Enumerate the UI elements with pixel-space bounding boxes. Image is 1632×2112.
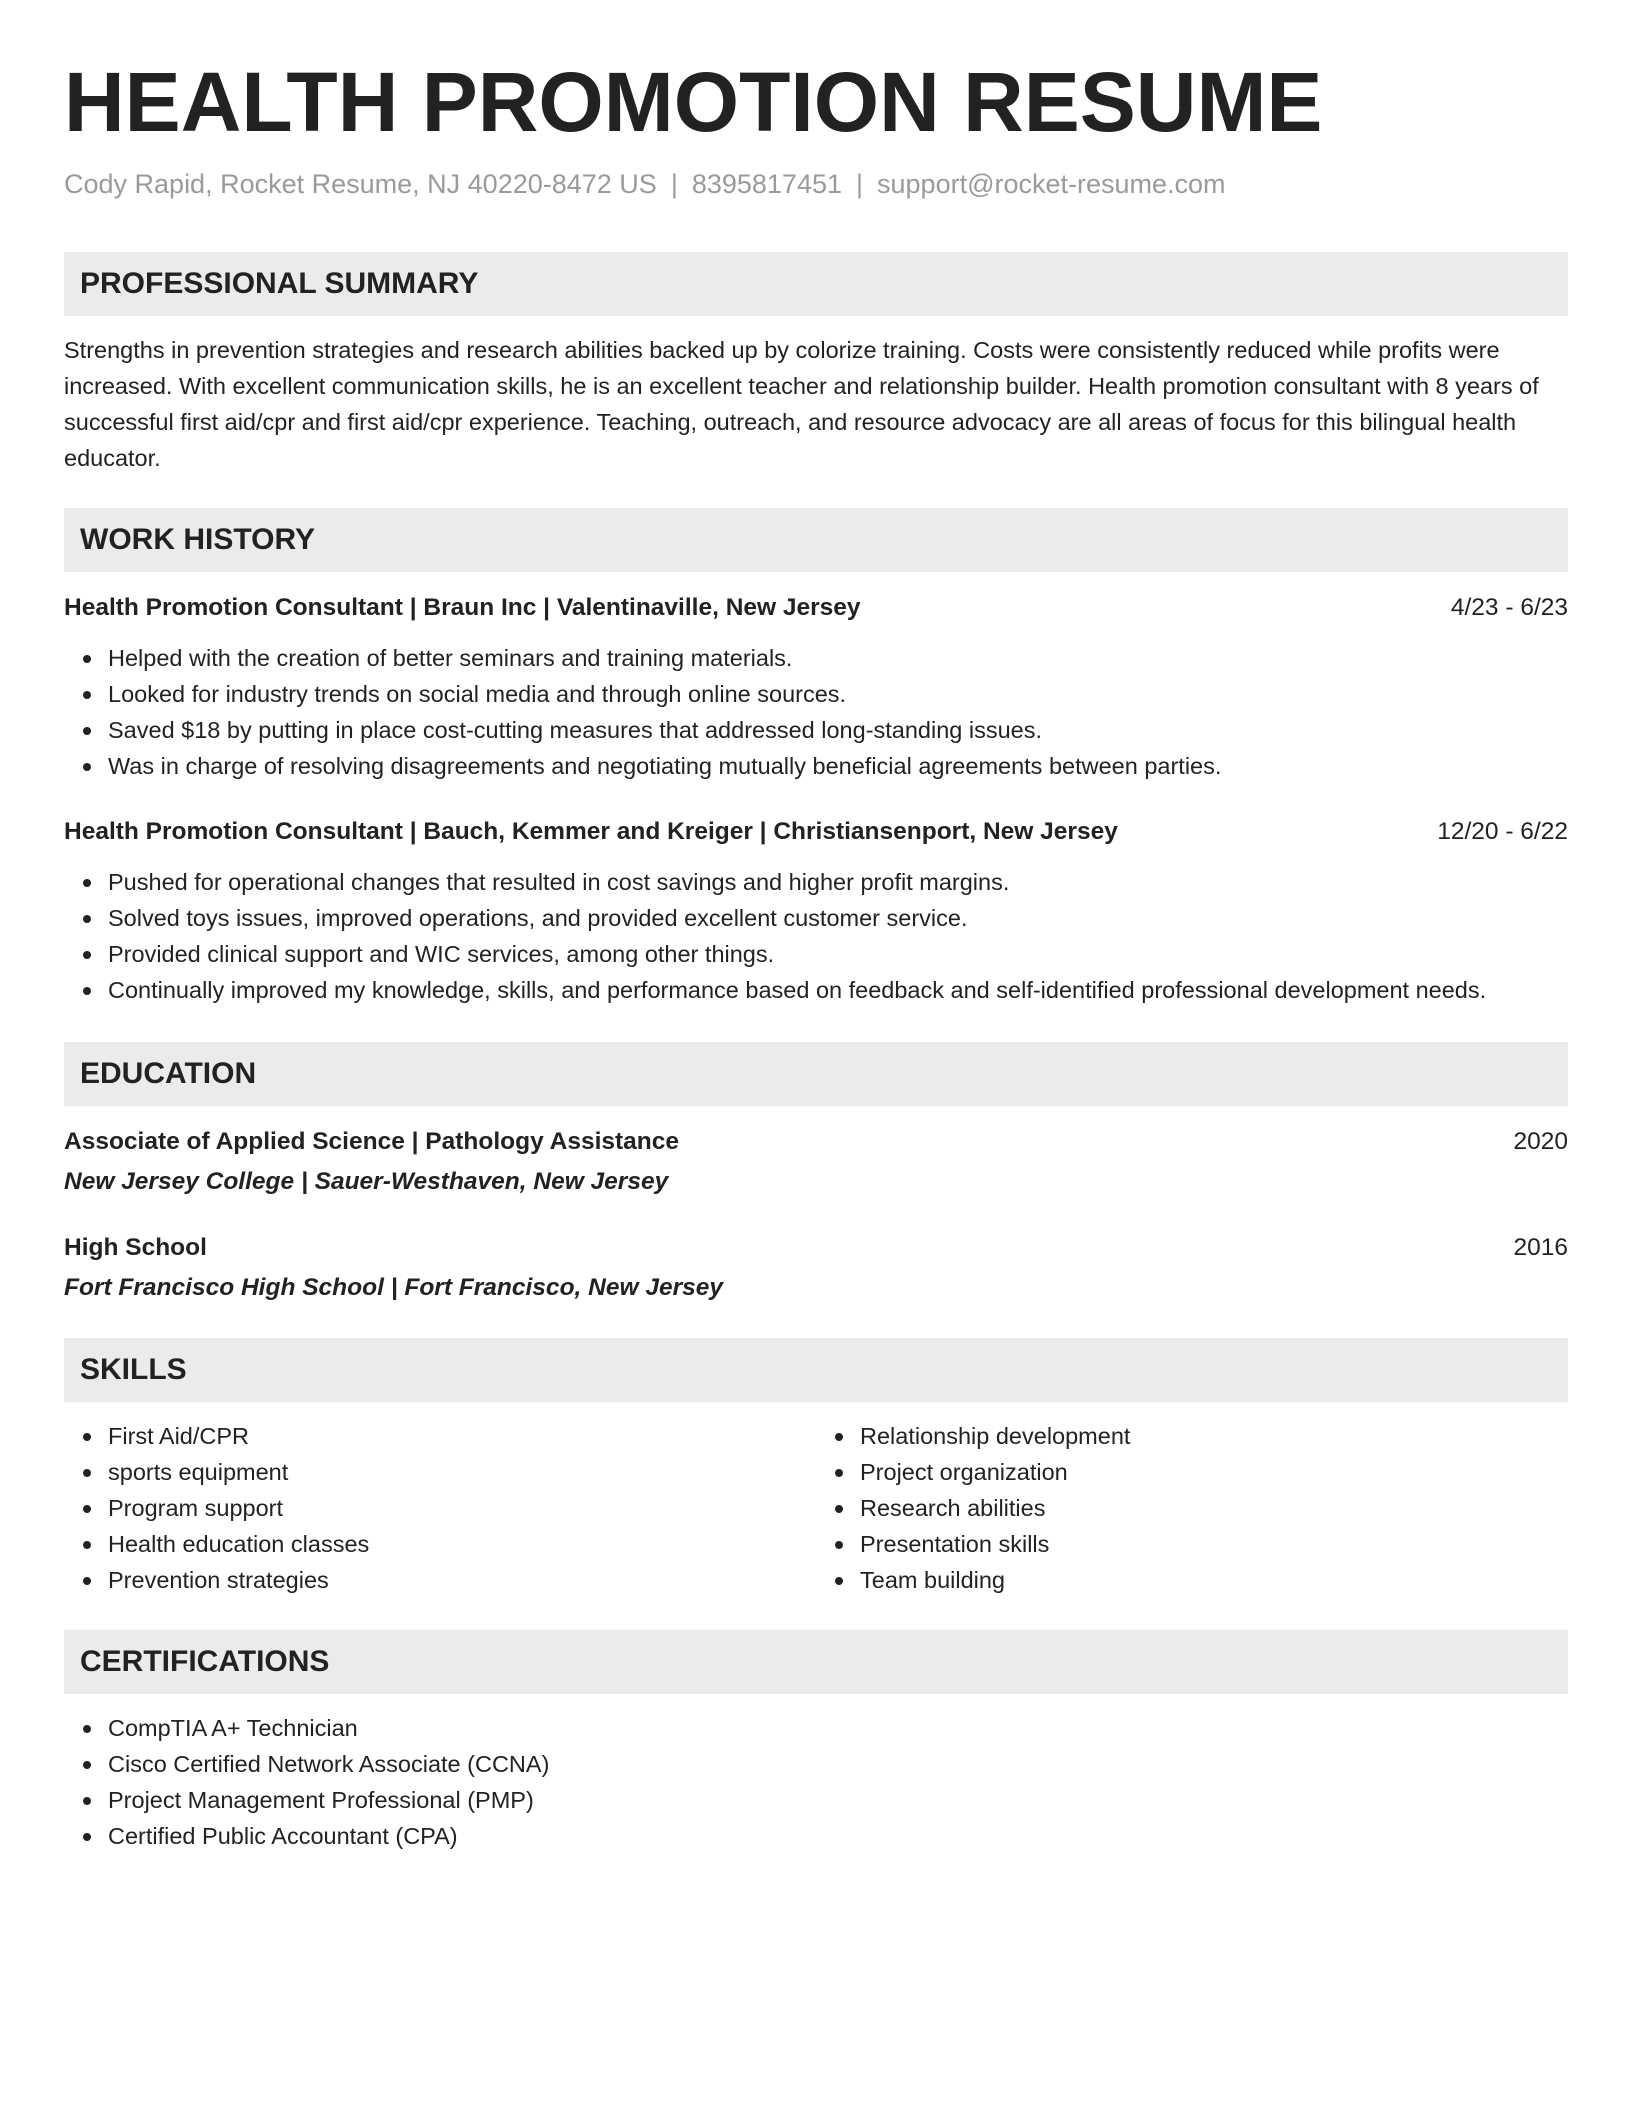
- education-school: Fort Francisco High School | Fort Francisco, New Jersey: [64, 1274, 723, 1301]
- job-bullets: [64, 640, 1568, 784]
- skill-item: Team building: [860, 1562, 1568, 1598]
- job-title: Health Promotion Consultant | Bauch, Kemmer and Kreiger | Christiansenport, New Jersey: [64, 818, 1118, 845]
- skill-item: Health education classes: [108, 1526, 816, 1562]
- resume-title: HEALTH PROMOTION RESUME: [64, 55, 1323, 149]
- contact-phone: 8395817451: [691, 169, 842, 199]
- skill-item: Presentation skills: [860, 1526, 1568, 1562]
- education-degree: High School: [64, 1234, 207, 1261]
- certifications-bullets: [64, 1710, 1568, 1854]
- job-bullet: Solved toys issues, improved operations, and provided excellent customer service.: [108, 900, 1568, 936]
- job-header: [64, 590, 1568, 626]
- job-bullet: Helped with the creation of better seminars and training materials.: [108, 640, 1568, 676]
- certification-item: Certified Public Accountant (CPA): [108, 1818, 1568, 1854]
- education-school: New Jersey College | Sauer-Westhaven, New Jersey: [64, 1168, 669, 1195]
- skill-item: Program support: [108, 1490, 816, 1526]
- job-bullet: Was in charge of resolving disagreements and negotiating mutually beneficial agreements between parties.: [108, 748, 1568, 784]
- section-heading-summary: PROFESSIONAL SUMMARY: [64, 252, 1568, 316]
- contact-separator: |: [670, 169, 678, 199]
- skills-column-left: [64, 1418, 816, 1598]
- job-header: [64, 814, 1568, 850]
- certification-item: CompTIA A+ Technician: [108, 1710, 1568, 1746]
- contact-line: [64, 166, 1568, 202]
- section-heading-skills: SKILLS: [64, 1338, 1568, 1402]
- education-entry: [64, 1124, 1568, 1200]
- skill-item: sports equipment: [108, 1454, 816, 1490]
- contact-email: support@rocket-resume.com: [877, 169, 1226, 199]
- education-year: 2020: [1513, 1128, 1568, 1155]
- certifications-list: [64, 1710, 1568, 1854]
- job-bullet: Saved $18 by putting in place cost-cutting measures that addressed long-standing issues.: [108, 712, 1568, 748]
- education-header: [64, 1124, 1568, 1160]
- job-bullet: Looked for industry trends on social media and through online sources.: [108, 676, 1568, 712]
- skills-column-right: [816, 1418, 1568, 1598]
- certification-item: Cisco Certified Network Associate (CCNA): [108, 1746, 1568, 1782]
- section-heading-certifications: CERTIFICATIONS: [64, 1630, 1568, 1694]
- job-dates: 4/23 - 6/23: [1450, 594, 1568, 621]
- job-bullets: [64, 864, 1568, 1008]
- job-bullet: Continually improved my knowledge, skills, and performance based on feedback and self-identified professional development needs.: [108, 972, 1568, 1008]
- skill-item: Research abilities: [860, 1490, 1568, 1526]
- job-title: Health Promotion Consultant | Braun Inc | Valentinaville, New Jersey: [64, 594, 861, 621]
- job-entry: [64, 590, 1568, 784]
- contact-address: Cody Rapid, Rocket Resume, NJ 40220-8472 US: [64, 169, 657, 199]
- skill-item: First Aid/CPR: [108, 1418, 816, 1454]
- skill-item: Prevention strategies: [108, 1562, 816, 1598]
- skill-item: Relationship development: [860, 1418, 1568, 1454]
- contact-separator: |: [856, 169, 864, 199]
- skills-grid: [64, 1418, 1568, 1598]
- section-heading-work-history: WORK HISTORY: [64, 508, 1568, 572]
- job-entry: [64, 814, 1568, 1008]
- education-entry: [64, 1230, 1568, 1306]
- education-header: [64, 1230, 1568, 1266]
- certification-item: Project Management Professional (PMP): [108, 1782, 1568, 1818]
- job-dates: 12/20 - 6/22: [1437, 818, 1568, 845]
- summary-paragraph: Strengths in prevention strategies and research abilities backed up by colorize training. Costs were consistently reduced while profits were increased. With excellent communication skills, he is an excellent teacher and relationship builder. Health promotion consultant with 8 years of successful first aid/cpr and first aid/cpr experience. Teaching, outreach, and resource advocacy are all areas of focus for this bilingual health educator.: [64, 337, 1539, 471]
- education-degree: Associate of Applied Science | Pathology Assistance: [64, 1128, 680, 1155]
- job-bullet: Pushed for operational changes that resulted in cost savings and higher profit margins.: [108, 864, 1568, 900]
- education-year: 2016: [1513, 1234, 1568, 1261]
- section-heading-education: EDUCATION: [64, 1042, 1568, 1106]
- skill-item: Project organization: [860, 1454, 1568, 1490]
- job-bullet: Provided clinical support and WIC services, among other things.: [108, 936, 1568, 972]
